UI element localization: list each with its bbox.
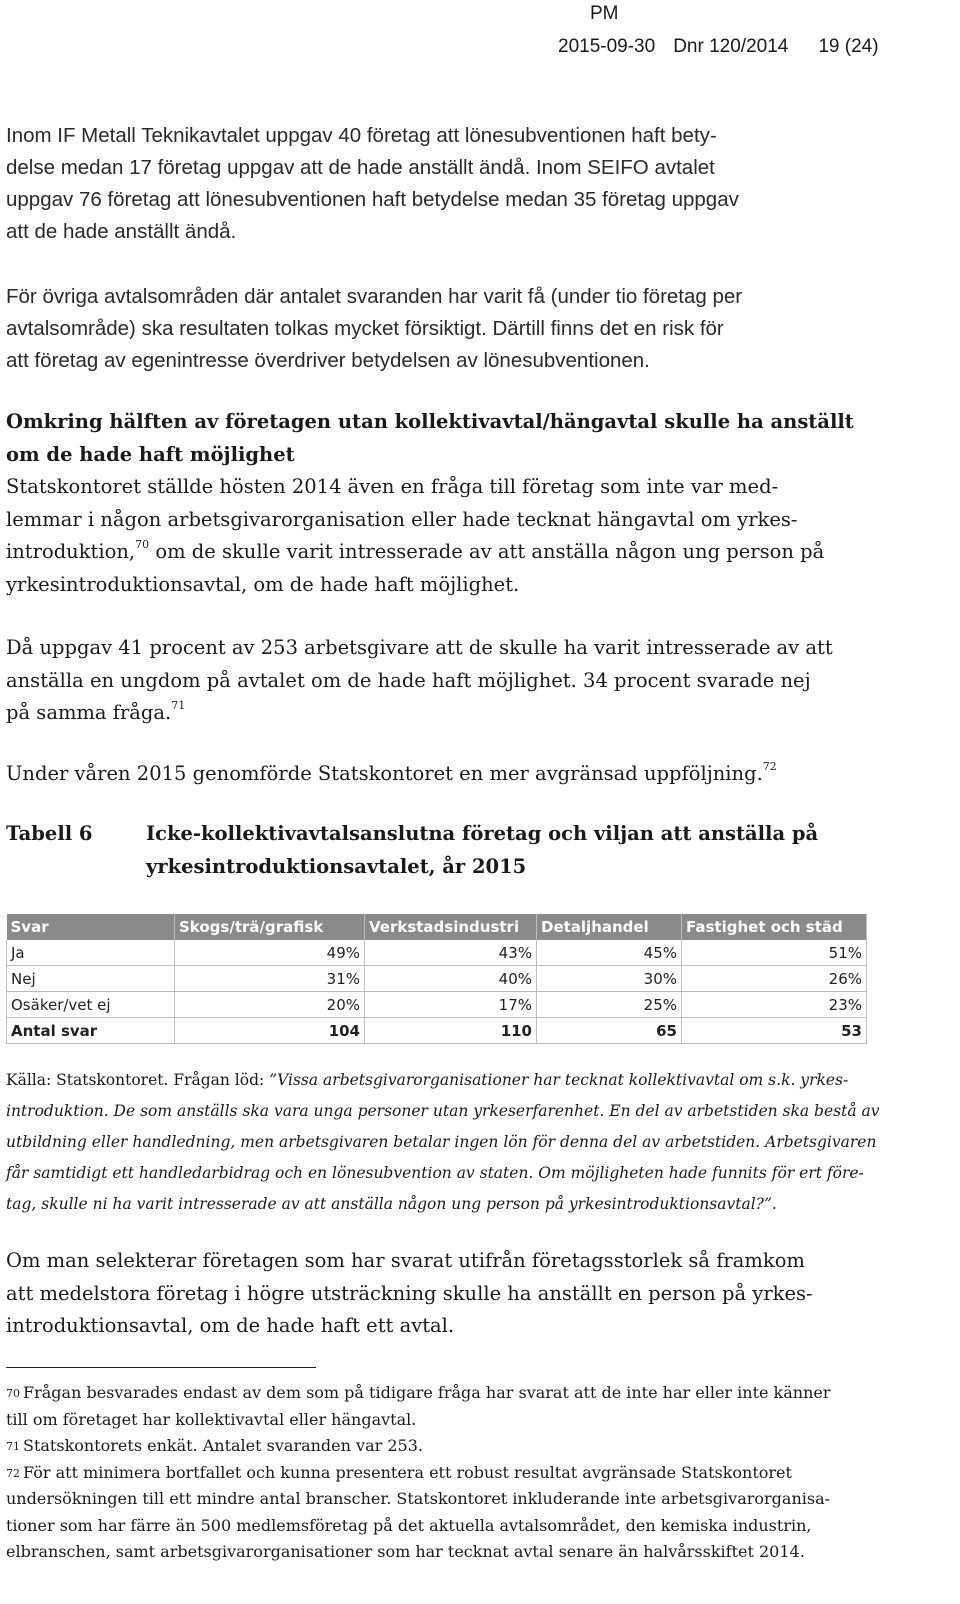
header-meta	[558, 28, 938, 66]
source-label: Källa: Statskontoret. Frågan löd:	[6, 1071, 270, 1089]
row-label: Ja	[7, 940, 175, 966]
text-line	[6, 1096, 886, 1127]
survey-question: introduktion. De som anställs ska vara unga personer utan yrkeserfarenhet. En del av arbetstiden ska bestå av	[6, 1102, 880, 1120]
row-label: Antal svar	[7, 1018, 175, 1044]
table-cell: 30%	[537, 966, 682, 992]
column-header: Fastighet och städ	[682, 914, 867, 940]
text-fragment: Under våren 2015 genomförde Statskontoret en mer avgränsad uppföljning.	[6, 762, 763, 785]
table-title-line: yrkesintroduktionsavtalet, år 2015	[146, 854, 527, 878]
paragraph-other-areas	[6, 281, 911, 377]
text-line: att företag av egenintresse överdriver betydelsen av lönesubventionen.	[6, 349, 650, 372]
table-row	[7, 966, 867, 992]
results-table	[6, 914, 866, 1044]
text-line	[6, 758, 911, 791]
table-cell: 49%	[175, 940, 365, 966]
table-label: Tabell 6	[6, 822, 93, 845]
text-line	[6, 1189, 886, 1220]
survey-question: tag, skulle ni ha varit intresserade av att anställa någon ung person på yrkesintroduktionsavtal?”.	[6, 1195, 777, 1213]
text-line: uppgav 76 företag att lönesubventionen haft betydelse medan 35 företag uppgav	[6, 188, 739, 211]
footnote-text: Statskontorets enkät. Antalet svaranden var 253.	[23, 1436, 423, 1455]
footnote-number: 70	[6, 1387, 20, 1400]
footnote-ref-72[interactable]: 72	[762, 760, 777, 773]
footnote-line: tioner som har färre än 500 medlemsföretag på det aktuella avtalsområdet, den kemiska industrin,	[6, 1515, 812, 1535]
text-line: Då uppgav 41 procent av 253 arbetsgivare att de skulle ha varit intresserade av att	[6, 636, 833, 659]
footnote-text: För att minimera bortfallet och kunna presentera ett robust resultat avgränsade Statskontoret	[23, 1462, 792, 1482]
document-dnr: Dnr 120/2014	[673, 36, 789, 57]
text-fragment: på samma fråga.	[6, 701, 172, 724]
table-cell: 104	[175, 1018, 365, 1044]
section-heading: Omkring hälften av företagen utan kollektivavtal/hängavtal skulle ha anställt	[6, 410, 854, 433]
table-header-row	[7, 914, 867, 940]
section-heading: om de hade haft möjlighet	[6, 442, 295, 466]
footnote-ref-70[interactable]: 70	[135, 538, 150, 551]
column-header: Skogs/trä/grafisk	[175, 914, 365, 940]
paragraph-survey-result	[6, 632, 911, 730]
text-line	[6, 697, 911, 730]
text-line: lemmar i någon arbetsgivarorganisation eller hade tecknat hängavtal om yrkes-	[6, 507, 798, 531]
text-line: delse medan 17 företag uppgav att de hade anställt ändå. Inom SEIFO avtalet	[6, 156, 715, 179]
text-line	[6, 1127, 886, 1158]
footnote-72	[6, 1460, 906, 1487]
table-title	[146, 818, 846, 883]
footnote-70	[6, 1380, 906, 1407]
text-line: För övriga avtalsområden där antalet svaranden har varit få (under tio företag per	[6, 285, 743, 308]
text-line	[6, 1065, 886, 1096]
paragraph-spring-followup	[6, 758, 911, 791]
document-date: 2015-09-30	[558, 36, 656, 57]
text-line: att de hade anställt ändå.	[6, 220, 237, 243]
text-line	[6, 536, 911, 569]
document-type: PM	[590, 3, 619, 24]
table-cell: 65	[537, 1018, 682, 1044]
table-cell: 25%	[537, 992, 682, 1018]
table-cell: 23%	[682, 992, 867, 1018]
footnote-text: Frågan besvarades endast av dem som på tidigare fråga har svarat att de inte har eller inte känner	[23, 1383, 831, 1402]
text-line: Statskontoret ställde hösten 2014 även en fråga till företag som inte var med-	[6, 475, 779, 498]
table-row	[7, 940, 867, 966]
footnote-divider	[6, 1367, 316, 1368]
table-title-line: Icke-kollektivavtalsanslutna företag och viljan att anställa på	[146, 822, 819, 845]
row-label: Osäker/vet ej	[7, 992, 175, 1018]
table-cell: 110	[365, 1018, 537, 1044]
table-cell: 31%	[175, 966, 365, 992]
page-number: 19 (24)	[818, 36, 879, 57]
footnote-line: elbranschen, samt arbetsgivarorganisationer som har tecknat avtal senare än halvårsskiftet 2014.	[6, 1542, 805, 1561]
section-non-collective	[6, 406, 911, 601]
text-fragment: introduktion,	[6, 540, 136, 563]
table-cell: 26%	[682, 966, 867, 992]
column-header: Svar	[7, 914, 175, 940]
text-line: avtalsområde) ska resultaten tolkas mycket försiktigt. Därtill finns det en risk för	[6, 317, 724, 340]
footnote-number: 71	[6, 1440, 20, 1453]
page-header	[558, 0, 938, 66]
footnote-line: undersökningen till ett mindre antal branscher. Statskontoret inkluderande inte arbetsgivarorganisa-	[6, 1489, 831, 1508]
table-cell: 53	[682, 1018, 867, 1044]
table-cell: 45%	[537, 940, 682, 966]
text-line: anställa en ungdom på avtalet om de hade haft möjlighet. 34 procent svarade nej	[6, 668, 811, 692]
survey-question: utbildning eller handledning, men arbetsgivaren betalar ingen lön för denna del av arbetstiden. Arbetsgivaren	[6, 1133, 877, 1151]
column-header: Verkstadsindustri	[365, 914, 537, 940]
footnote-ref-71[interactable]: 71	[171, 699, 186, 712]
footnote-line: till om företaget har kollektivavtal eller hängavtal.	[6, 1409, 417, 1429]
footnote-number: 72	[6, 1466, 20, 1480]
table-total-row	[7, 1018, 867, 1044]
paragraph-company-size	[6, 1245, 911, 1343]
text-fragment: om de skulle varit intresserade av att anställa någon ung person på	[149, 540, 825, 563]
footnote-71	[6, 1433, 906, 1460]
survey-question: ”Vissa arbetsgivarorganisationer har tecknat kollektivavtal om s.k. yrkes-	[269, 1071, 849, 1089]
table-cell: 20%	[175, 992, 365, 1018]
paragraph-metall-seifo	[6, 120, 911, 248]
text-line	[6, 1158, 886, 1189]
table-row	[7, 992, 867, 1018]
table-cell: 17%	[365, 992, 537, 1018]
table-cell: 43%	[365, 940, 537, 966]
survey-question: får samtidigt ett handledarbidrag och en lönesubvention av staten. Om möjligheten hade funnits för ert före-	[6, 1164, 864, 1182]
column-header: Detaljhandel	[537, 914, 682, 940]
text-line: yrkesintroduktionsavtal, om de hade haft möjlighet.	[6, 572, 520, 596]
text-line: introduktionsavtal, om de hade haft ett avtal.	[6, 1314, 455, 1337]
text-line: att medelstora företag i högre utsträckning skulle ha anställt en person på yrkes-	[6, 1281, 813, 1305]
row-label: Nej	[7, 966, 175, 992]
table-cell: 51%	[682, 940, 867, 966]
text-line: Om man selekterar företagen som har svarat utifrån företagsstorlek så framkom	[6, 1249, 805, 1272]
table-source-note	[6, 1065, 886, 1220]
text-line: Inom IF Metall Teknikavtalet uppgav 40 företag att lönesubventionen haft bety-	[6, 124, 717, 147]
footnotes	[6, 1380, 906, 1566]
table-cell: 40%	[365, 966, 537, 992]
